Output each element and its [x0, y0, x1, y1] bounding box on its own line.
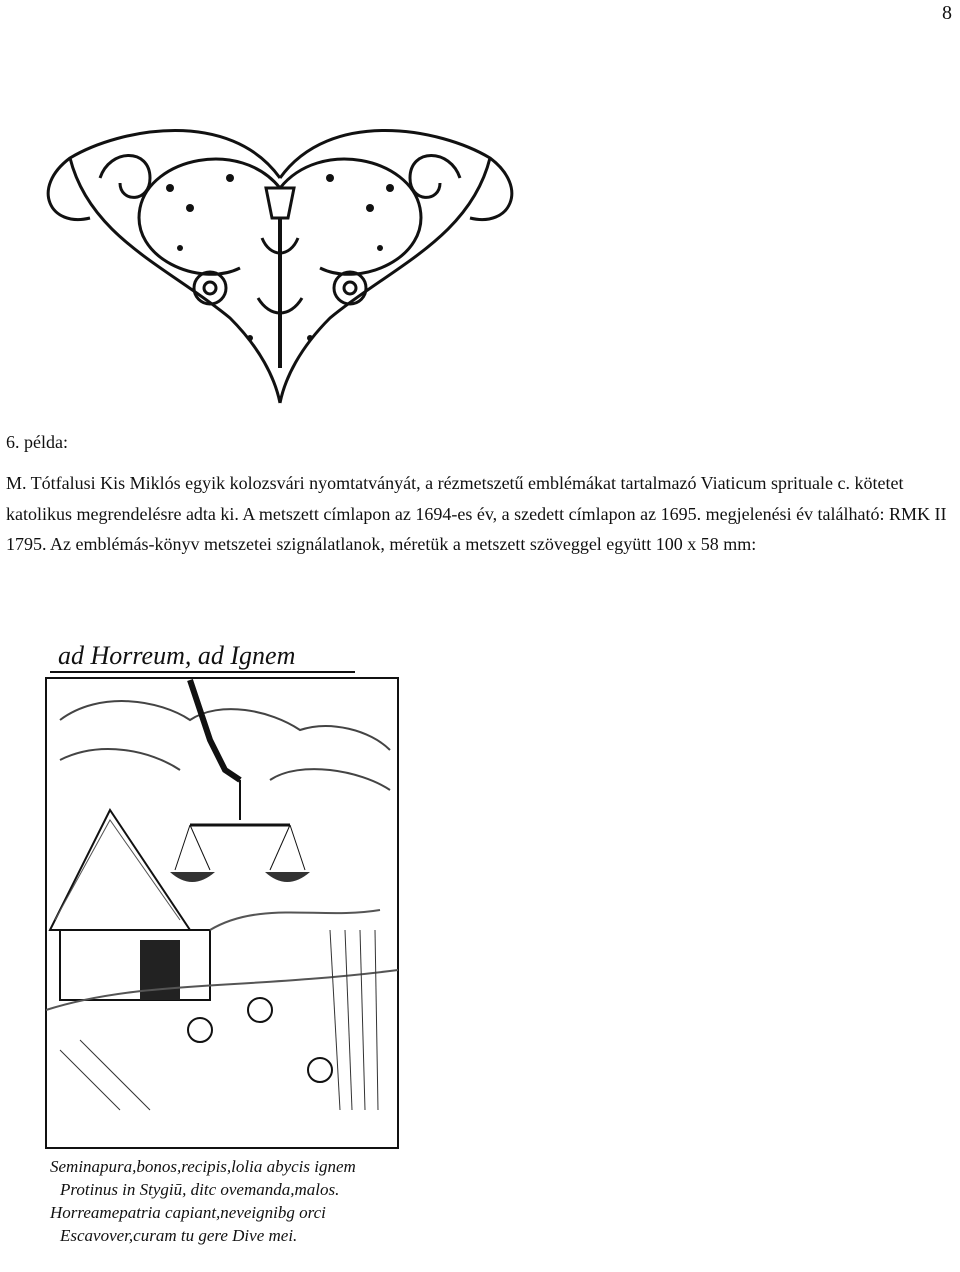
emblem-engraving — [40, 630, 410, 1255]
engraving-motto: ad Horreum, ad Ignem — [58, 641, 296, 670]
verse-line: Seminapura,bonos,recipis,lolia abycis ignem — [50, 1157, 356, 1176]
verse-line: Protinus in Stygiū, ditc ovemanda,malos. — [60, 1180, 340, 1199]
example-heading: 6. példa: — [6, 432, 68, 452]
verse-line: Horreamepatria capiant,neveignibg orci — [50, 1203, 326, 1222]
page-number: 8 — [942, 2, 952, 24]
body-paragraph: M. Tótfalusi Kis Miklós egyik kolozsvári nyomtatványát, a rézmetszetű emblémákat tartalmazó Viaticum sprituale c. kötetet katolikus megrendelésre adta ki. A metszett címlapon az 1694-es év, a szedett címlapon az 1695. megjelenési év található: RMK II 1795. Az emblémás-könyv metszetei szignálatlanok, méretük a metszett szöveggel együtt 100 x 58 mm: — [6, 473, 947, 554]
verse-line: Escavover,curam tu gere Dive mei. — [60, 1226, 298, 1245]
ornament-headpiece — [30, 118, 530, 408]
